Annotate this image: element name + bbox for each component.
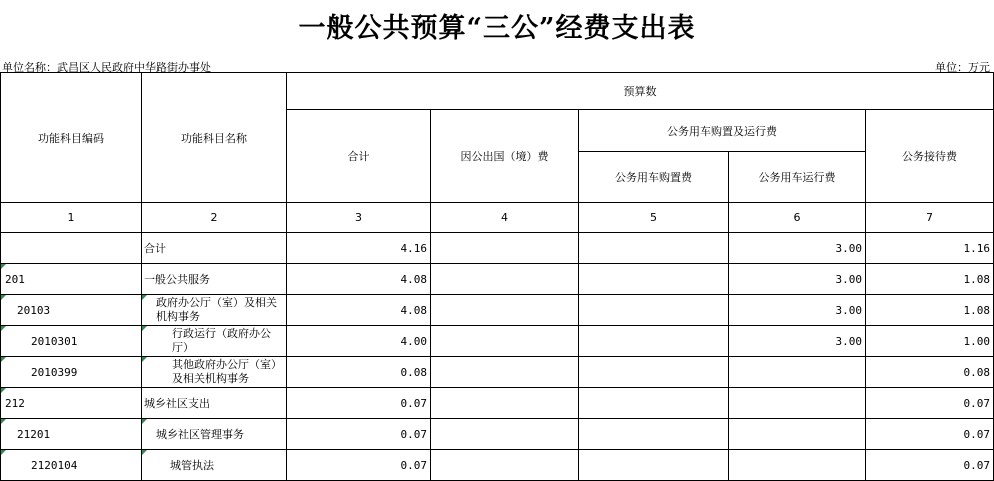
- row-code: 2010399: [1, 357, 142, 388]
- header-total: 合计: [287, 110, 431, 203]
- column-number: 5: [579, 203, 729, 233]
- row-total: 0.07: [287, 388, 431, 419]
- row-vehicle-operation: [729, 388, 866, 419]
- row-vehicle-operation: [729, 419, 866, 450]
- row-abroad: [431, 388, 579, 419]
- row-abroad: [431, 264, 579, 295]
- table-row: [1, 233, 994, 264]
- row-vehicle-operation: 3.00: [729, 295, 866, 326]
- header-budget: 预算数: [287, 73, 994, 110]
- row-abroad: [431, 326, 579, 357]
- row-vehicle-operation: 3.00: [729, 264, 866, 295]
- row-vehicle-purchase: [579, 295, 729, 326]
- row-vehicle-purchase: [579, 450, 729, 481]
- row-code: [1, 233, 142, 264]
- table-row: [1, 264, 994, 295]
- row-total: 0.08: [287, 357, 431, 388]
- row-total: 4.08: [287, 295, 431, 326]
- row-name: [142, 357, 287, 388]
- page-title: 一般公共预算“三公”经费支出表: [298, 13, 696, 44]
- expenditure-table: [0, 72, 994, 481]
- column-number: 2: [142, 203, 287, 233]
- column-number: 3: [287, 203, 431, 233]
- row-reception: 1.08: [866, 295, 994, 326]
- row-total: 0.07: [287, 450, 431, 481]
- row-reception: 1.00: [866, 326, 994, 357]
- row-name-text: 其他政府办公厅（室）及相关机构事务: [172, 358, 282, 385]
- row-name-text: 政府办公厅（室）及相关机构事务: [156, 296, 277, 323]
- row-name: 合计: [142, 233, 287, 264]
- column-number: 6: [729, 203, 866, 233]
- row-vehicle-purchase: [579, 264, 729, 295]
- row-name: 一般公共服务: [142, 264, 287, 295]
- row-total: 4.00: [287, 326, 431, 357]
- header-code: 功能科目编码: [1, 73, 142, 203]
- row-reception: 0.07: [866, 419, 994, 450]
- table-row: [1, 295, 994, 326]
- row-code: 201: [1, 264, 142, 295]
- table-row: [1, 357, 994, 388]
- table-row: [1, 450, 994, 481]
- column-number: 7: [866, 203, 994, 233]
- row-total: 0.07: [287, 419, 431, 450]
- row-code: 20103: [1, 295, 142, 326]
- money-unit-label: 单位：万元: [935, 61, 990, 74]
- row-name-text: 行政运行（政府办公厅）: [172, 327, 271, 354]
- header-abroad: 因公出国（境）费: [431, 110, 579, 203]
- row-reception: 0.08: [866, 357, 994, 388]
- row-total: 4.16: [287, 233, 431, 264]
- row-vehicle-purchase: [579, 233, 729, 264]
- row-vehicle-operation: [729, 357, 866, 388]
- row-abroad: [431, 357, 579, 388]
- table-row: [1, 326, 994, 357]
- row-abroad: [431, 233, 579, 264]
- row-vehicle-purchase: [579, 357, 729, 388]
- header-reception: 公务接待费: [866, 110, 994, 203]
- row-code: 2010301: [1, 326, 142, 357]
- row-abroad: [431, 419, 579, 450]
- column-number: 4: [431, 203, 579, 233]
- row-name: 城管执法: [142, 450, 287, 481]
- column-number: 1: [1, 203, 142, 233]
- unit-name-label: 单位名称：武昌区人民政府中华路街办事处: [2, 61, 211, 74]
- row-reception: 1.16: [866, 233, 994, 264]
- table-row: [1, 419, 994, 450]
- row-name: [142, 326, 287, 357]
- header-vehicle-purchase: 公务用车购置费: [579, 152, 729, 203]
- row-reception: 0.07: [866, 450, 994, 481]
- row-vehicle-purchase: [579, 326, 729, 357]
- row-name: [142, 295, 287, 326]
- row-abroad: [431, 295, 579, 326]
- row-vehicle-operation: [729, 450, 866, 481]
- row-total: 4.08: [287, 264, 431, 295]
- row-vehicle-operation: 3.00: [729, 233, 866, 264]
- row-code: 2120104: [1, 450, 142, 481]
- row-code: 21201: [1, 419, 142, 450]
- row-vehicle-purchase: [579, 388, 729, 419]
- table-row: [1, 388, 994, 419]
- row-reception: 0.07: [866, 388, 994, 419]
- row-code: 212: [1, 388, 142, 419]
- row-vehicle-operation: 3.00: [729, 326, 866, 357]
- row-abroad: [431, 450, 579, 481]
- row-vehicle-purchase: [579, 419, 729, 450]
- header-name: 功能科目名称: [142, 73, 287, 203]
- row-name: 城乡社区支出: [142, 388, 287, 419]
- header-vehicle-operation: 公务用车运行费: [729, 152, 866, 203]
- row-reception: 1.08: [866, 264, 994, 295]
- header-vehicle-group: 公务用车购置及运行费: [579, 110, 866, 152]
- row-name: 城乡社区管理事务: [142, 419, 287, 450]
